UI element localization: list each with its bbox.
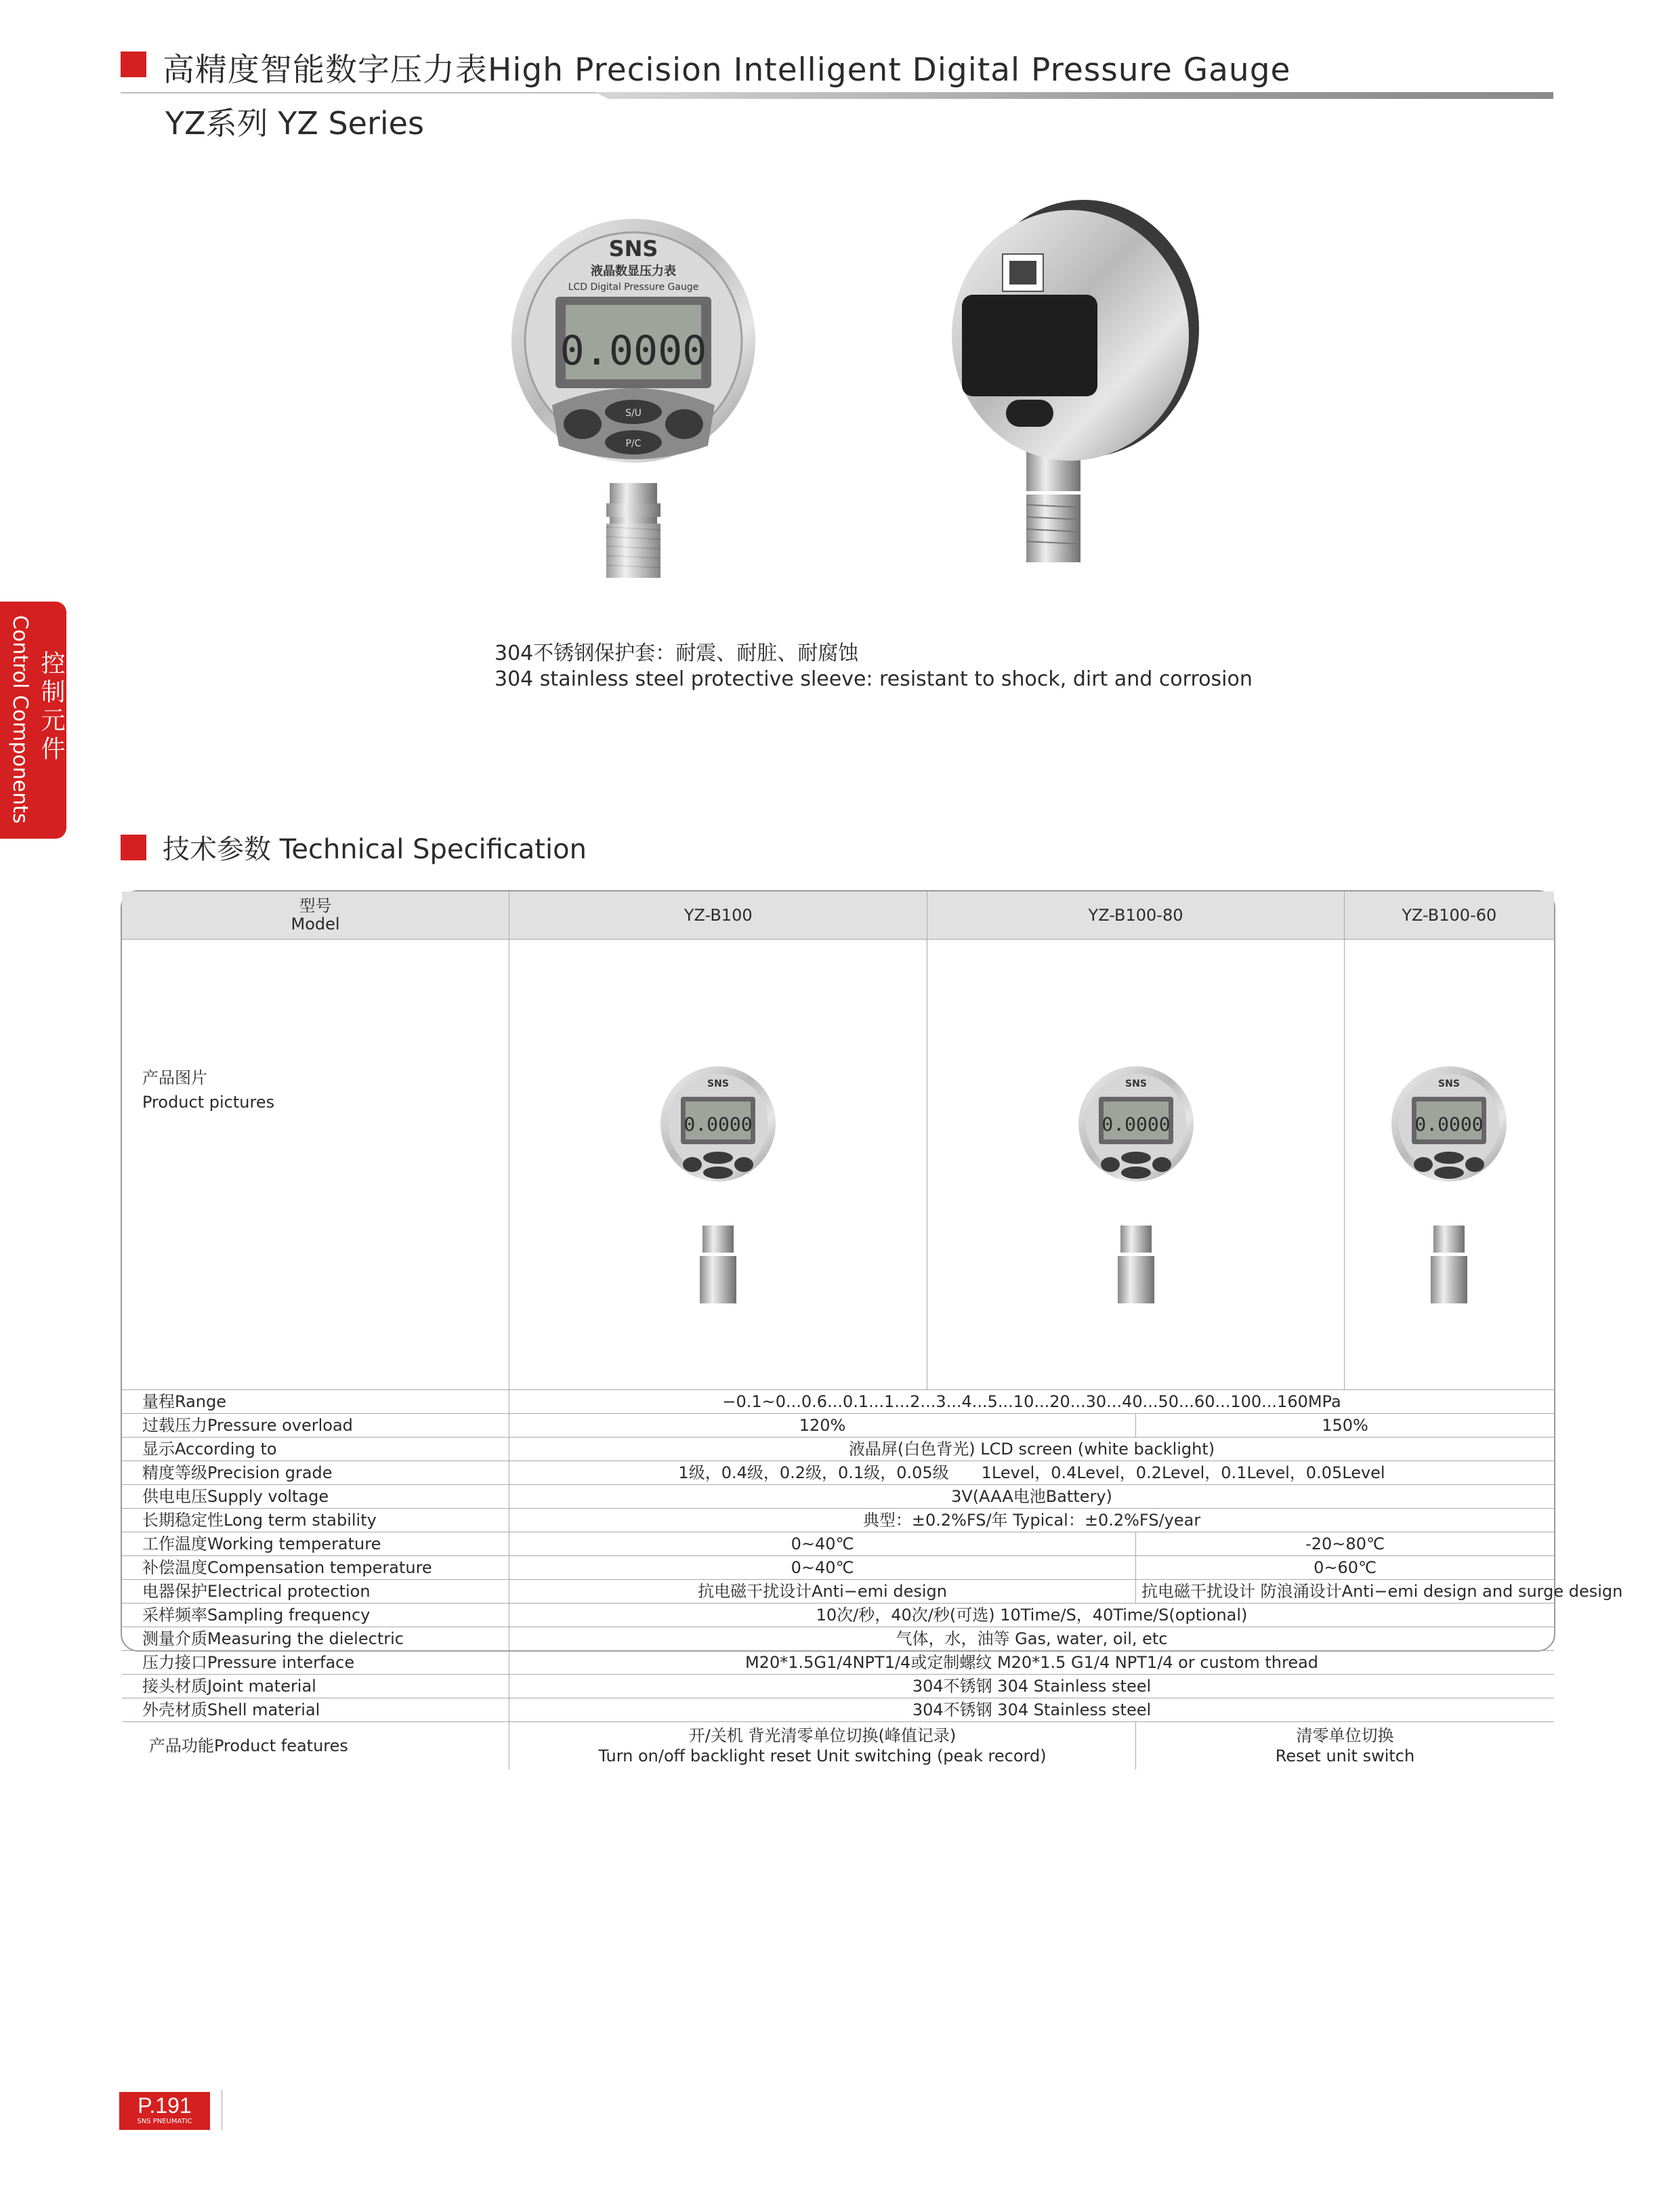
shell-value: 304不锈钢 304 Stainless steel xyxy=(509,1698,1554,1722)
spec-row-protection xyxy=(122,1580,1554,1604)
small-gauge-brand: SNS xyxy=(707,1078,730,1089)
gauge-front-photo xyxy=(511,202,755,581)
small-gauge-reading: 0.0000 xyxy=(684,1113,753,1135)
model-label-en: Model xyxy=(291,915,340,934)
page-number-badge xyxy=(119,2092,210,2130)
working-temp-left: 0~40℃ xyxy=(509,1532,1136,1556)
spec-row-dielectric xyxy=(122,1627,1554,1651)
interface-label: 压力接口Pressure interface xyxy=(122,1651,509,1675)
shell-label: 外壳材质Shell material xyxy=(122,1698,509,1722)
table-header-row xyxy=(122,892,1554,940)
pictures-label xyxy=(122,940,509,1390)
section-marker xyxy=(121,835,146,860)
features-left-cn: 开/关机 背光清零单位切换(峰值记录) xyxy=(688,1726,957,1745)
gauge-cn-label-text: 液晶数显压力表 xyxy=(591,264,676,278)
features-right-cn: 清零单位切换 xyxy=(1296,1726,1394,1745)
spec-row-joint xyxy=(122,1675,1554,1698)
spec-row-features xyxy=(122,1722,1554,1770)
features-right xyxy=(1136,1722,1554,1770)
footer-divider xyxy=(221,2090,223,2131)
picture-yz-b100-80 xyxy=(927,940,1344,1390)
side-tab-en-label: Control Components xyxy=(8,615,32,824)
overload-right: 150% xyxy=(1136,1414,1554,1438)
model-label-cn: 型号 xyxy=(299,896,332,915)
picture-yz-b100 xyxy=(509,940,927,1390)
overload-label: 过载压力Pressure overload xyxy=(122,1414,509,1438)
gauge-reading-text: 0.0000 xyxy=(560,327,707,375)
joint-value: 304不锈钢 304 Stainless steel xyxy=(509,1675,1554,1698)
joint-label: 接头材质Joint material xyxy=(122,1675,509,1698)
protection-label: 电器保护Electrical protection xyxy=(122,1580,509,1604)
gauge-brand-text: SNS xyxy=(608,236,658,261)
stability-label: 长期稳定性Long term stability xyxy=(122,1509,509,1532)
spec-row-shell xyxy=(122,1698,1554,1722)
protection-right: 抗电磁干扰设计 防浪涌设计Anti−emi design and surge design xyxy=(1136,1580,1554,1604)
precision-value: 1级，0.4级，0.2级，0.1级，0.05级 1Level，0.4Level，0.2Level，0.1Level，0.05Level xyxy=(509,1461,1554,1485)
dielectric-label: 测量介质Measuring the dielectric xyxy=(122,1627,509,1651)
model-yz-b100-60: YZ-B100-60 xyxy=(1344,892,1554,940)
spec-row-sampling xyxy=(122,1604,1554,1627)
gauge-picture-yz-b100-80 xyxy=(1078,1022,1194,1307)
precision-label: 精度等级Precision grade xyxy=(122,1461,509,1485)
spec-row-stability xyxy=(122,1509,1554,1532)
model-header xyxy=(122,892,509,940)
supply-label: 供电电压Supply voltage xyxy=(122,1485,509,1509)
su-button-label: S/U xyxy=(625,408,642,419)
small-gauge-brand: SNS xyxy=(1125,1078,1147,1089)
overload-left: 120% xyxy=(509,1414,1136,1438)
display-label: 显示According to xyxy=(122,1438,509,1461)
comp-temp-left: 0~40℃ xyxy=(509,1556,1136,1580)
features-left-en: Turn on/off backlight reset Unit switching (peak record) xyxy=(598,1746,1047,1765)
gauge-back-photo xyxy=(935,193,1219,579)
small-gauge-reading: 0.0000 xyxy=(1101,1113,1171,1135)
pictures-row xyxy=(122,940,1554,1390)
sleeve-caption-cn: 304不锈钢保护套：耐震、耐脏、耐腐蚀 xyxy=(495,642,859,665)
gauge-picture-yz-b100 xyxy=(660,1022,776,1307)
spec-row-comp-temp xyxy=(122,1556,1554,1580)
spec-table xyxy=(121,890,1623,1765)
dielectric-value: 气体，水，油等 Gas, water, oil, etc xyxy=(509,1627,1554,1651)
sampling-value: 10次/秒，40次/秒(可选) 10Time/S，40Time/S(optional) xyxy=(509,1604,1554,1627)
page-title: 高精度智能数字压力表High Precision Intelligent Digital Pressure Gauge xyxy=(163,51,1291,89)
small-gauge-brand: SNS xyxy=(1438,1078,1461,1089)
spec-row-range xyxy=(122,1390,1554,1414)
spec-row-overload xyxy=(122,1414,1554,1438)
section-title: 技术参数 Technical Specification xyxy=(163,834,587,865)
display-value: 液晶屏(白色背光) LCD screen (white backlight) xyxy=(509,1438,1554,1461)
gauge-en-label-text: LCD Digital Pressure Gauge xyxy=(568,282,699,293)
features-right-en: Reset unit switch xyxy=(1275,1746,1415,1765)
sleeve-caption-en: 304 stainless steel protective sleeve: resistant to shock, dirt and corrosion xyxy=(495,667,1253,691)
spec-row-working-temp xyxy=(122,1532,1554,1556)
features-label: 产品功能Product features xyxy=(122,1722,509,1770)
comp-temp-label: 补偿温度Compensation temperature xyxy=(122,1556,509,1580)
picture-yz-b100-60 xyxy=(1344,940,1554,1390)
spec-row-precision xyxy=(122,1461,1554,1485)
working-temp-label: 工作温度Working temperature xyxy=(122,1532,509,1556)
small-gauge-reading: 0.0000 xyxy=(1414,1113,1484,1135)
protection-left: 抗电磁干扰设计Anti−emi design xyxy=(509,1580,1136,1604)
pictures-label-cn: 产品图片 xyxy=(142,1068,207,1087)
page-number: P.191 xyxy=(138,2093,192,2118)
model-yz-b100: YZ-B100 xyxy=(509,892,927,940)
spec-row-interface xyxy=(122,1651,1554,1675)
page-brand: SNS PNEUMATIC xyxy=(137,2118,192,2125)
series-subtitle: YZ系列 YZ Series xyxy=(165,105,424,142)
title-marker xyxy=(121,51,146,77)
side-tab-cn-label: 控制元件 xyxy=(37,650,65,764)
working-temp-right: -20~80℃ xyxy=(1136,1532,1554,1556)
range-value: −0.1~0...0.6...0.1...1...2...3...4...5...10...20...30...40...50...60...100...160MPa xyxy=(509,1390,1554,1414)
features-left xyxy=(509,1722,1136,1770)
spec-row-supply xyxy=(122,1485,1554,1509)
stability-value: 典型：±0.2%FS/年 Typical：±0.2%FS/year xyxy=(509,1509,1554,1532)
pc-button-label: P/C xyxy=(625,438,642,449)
sleeve-caption xyxy=(495,641,1253,692)
spec-row-display xyxy=(122,1438,1554,1461)
pictures-label-en: Product pictures xyxy=(142,1093,275,1112)
comp-temp-right: 0~60℃ xyxy=(1136,1556,1554,1580)
gauge-picture-yz-b100-60 xyxy=(1391,1022,1507,1307)
range-label: 量程Range xyxy=(122,1390,509,1414)
supply-value: 3V(AAA电池Battery) xyxy=(509,1485,1554,1509)
model-yz-b100-80: YZ-B100-80 xyxy=(927,892,1344,940)
sampling-label: 采样频率Sampling frequency xyxy=(122,1604,509,1627)
interface-value: M20*1.5G1/4NPT1/4或定制螺纹 M20*1.5 G1/4 NPT1/4 or custom thread xyxy=(509,1651,1554,1675)
